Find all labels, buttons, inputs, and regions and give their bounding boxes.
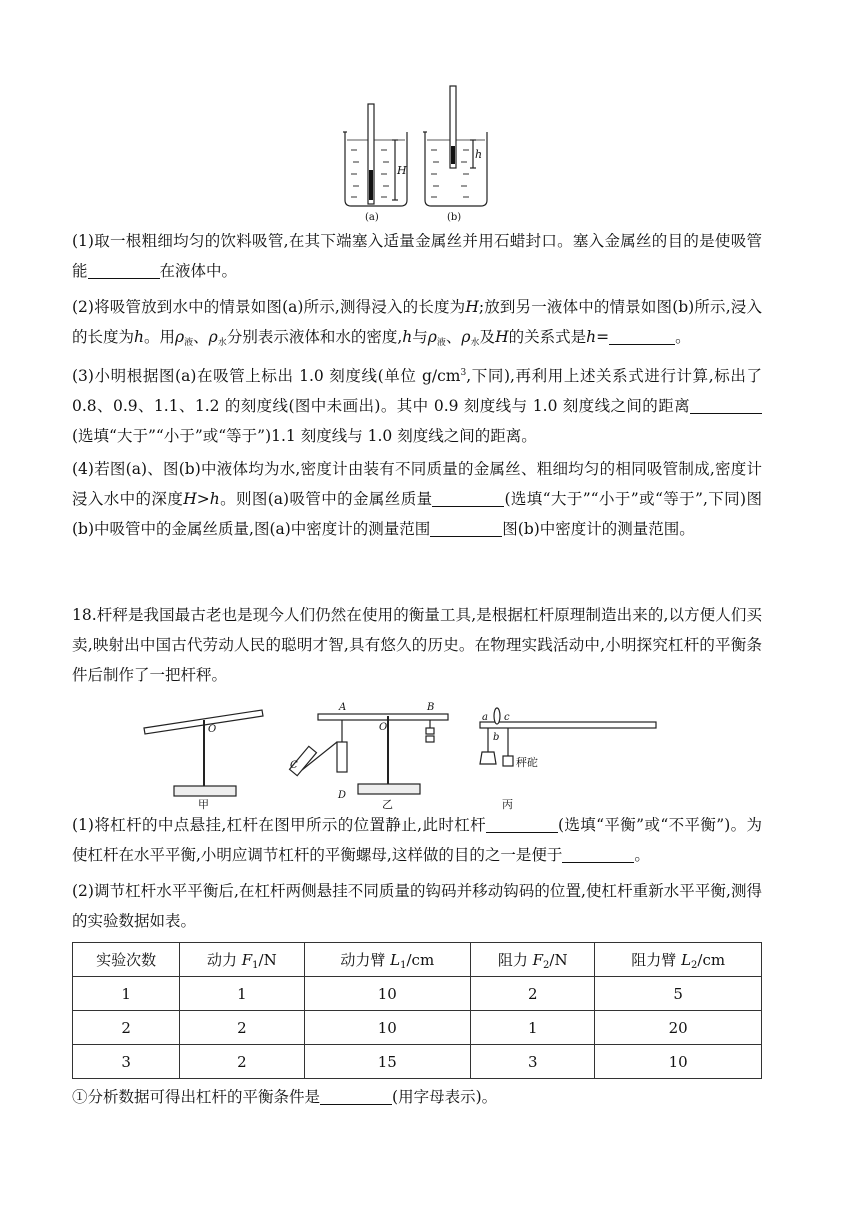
lever-yi-O: O bbox=[379, 722, 388, 733]
header-f1: 动力 $F_1/N$ bbox=[180, 943, 304, 977]
answer-blank-3[interactable] bbox=[690, 395, 762, 414]
beaker-figure bbox=[337, 82, 497, 222]
steelyard-weight: 秤砣 bbox=[516, 756, 538, 769]
label-a: (a) bbox=[365, 212, 379, 222]
lever-yi-D: D bbox=[338, 790, 347, 801]
header-l2: 阻力臂 $L_2/cm$ bbox=[595, 943, 762, 977]
question-part-3: (3)小明根据图(a)在吸管上标出 1.0 刻度线(单位 $g/cm^3$,下同),再利用上述关系式进行计算,标出了 0.8、0.9、1.1、1.2 的刻度线(图中未画出)。其中 0.9 刻度线与 1.0 刻度线之间的距离(选填“大于”“小于”或“等于”)1.1 刻度线与 1.0 刻度线之间的距离。 bbox=[72, 367, 762, 446]
header-l1: 动力臂 $L_1/cm$ bbox=[304, 943, 471, 977]
lever-yi bbox=[290, 714, 448, 794]
page bbox=[72, 0, 763, 1106]
lever-yi-C: C bbox=[290, 760, 298, 771]
question-18-part-1: (1)将杠杆的中点悬挂,杠杆在图甲所示的位置静止,此时杠杆 (选填“平衡”或“不平衡”)。为使杠杆在水平平衡,小明应调节杠杆的平衡螺母,这样做的目的之一是便于 。 bbox=[72, 816, 763, 864]
table-row: 1 1 10 2 5 bbox=[73, 977, 762, 1011]
answer-blank-7[interactable] bbox=[562, 844, 634, 863]
question-part-4: (4)若图(a)、图(b)中液体均为水,密度计由装有不同质量的金属丝、粗细均匀的相同吸管制成,密度计浸入水中的深度H>h。则图(a)吸管中的金属丝质量 (选填“大于”“小于”或“等于”,下同)图(b)中吸管中的金属丝质量,图(a)中密度计的测量范围 图(b)中密度计的测量范围。 bbox=[72, 460, 762, 538]
lever-figure bbox=[130, 698, 660, 810]
answer-blank-8[interactable] bbox=[320, 1086, 392, 1105]
label-b: (b) bbox=[447, 212, 462, 222]
steelyard-b: b bbox=[493, 732, 500, 743]
lever-yi-B: B bbox=[427, 702, 435, 713]
beaker-a bbox=[343, 104, 407, 206]
question-18-part-3: ①分析数据可得出杠杆的平衡条件是 (用字母表示)。 bbox=[72, 1088, 498, 1106]
header-f2: 阻力 $F_2/N$ bbox=[471, 943, 595, 977]
label-h: h bbox=[475, 148, 483, 161]
beaker-b bbox=[423, 86, 487, 206]
label-bing: 丙 bbox=[502, 798, 513, 810]
question-part-2: (2)将吸管放到水中的情景如图(a)所示,测得浸入的长度为H;放到另一液体中的情景如图(b)所示,浸入的长度为h。用ρ液、ρ水分别表示液体和水的密度,h与ρ液、ρ水及H的关系式是h= 。 bbox=[72, 298, 762, 348]
table-header-row bbox=[73, 943, 762, 977]
lever-jia bbox=[144, 710, 263, 796]
label-H: H bbox=[397, 164, 407, 177]
answer-blank-1[interactable] bbox=[88, 260, 160, 279]
table-row: 3 2 15 3 10 bbox=[73, 1045, 762, 1079]
header-trial: 实验次数 bbox=[73, 943, 180, 977]
table-row: 2 2 10 1 20 bbox=[73, 1011, 762, 1045]
lever-yi-A: A bbox=[339, 702, 347, 713]
question-18-part-2: (2)调节杠杆水平平衡后,在杠杆两侧悬挂不同质量的钩码并移动钩码的位置,使杠杆重新水平平衡,测得的实验数据如表。 bbox=[72, 882, 762, 930]
lever-jia-O: O bbox=[208, 724, 217, 735]
steelyard-a: a bbox=[482, 712, 488, 723]
data-table bbox=[72, 942, 762, 1079]
answer-blank-5[interactable] bbox=[430, 518, 502, 537]
answer-blank-4[interactable] bbox=[432, 488, 504, 507]
question-part-1: (1)取一根粗细均匀的饮料吸管,在其下端塞入适量金属丝并用石蜡封口。塞入金属丝的目的是使吸管能 在液体中。 bbox=[72, 232, 762, 280]
label-yi: 乙 bbox=[382, 798, 393, 810]
label-jia: 甲 bbox=[198, 798, 209, 810]
steelyard-c: c bbox=[504, 712, 510, 723]
answer-blank-6[interactable] bbox=[486, 814, 558, 833]
answer-blank-2[interactable] bbox=[609, 326, 675, 345]
question-18-intro: 18.杆秤是我国最古老也是现今人们仍然在使用的衡量工具,是根据杠杆原理制造出来的,以方便人们买卖,映射出中国古代劳动人民的聪明才智,具有悠久的历史。在物理实践活动中,小明探究杠杆的平衡条件后制作了一把杆秤。 bbox=[72, 606, 762, 684]
